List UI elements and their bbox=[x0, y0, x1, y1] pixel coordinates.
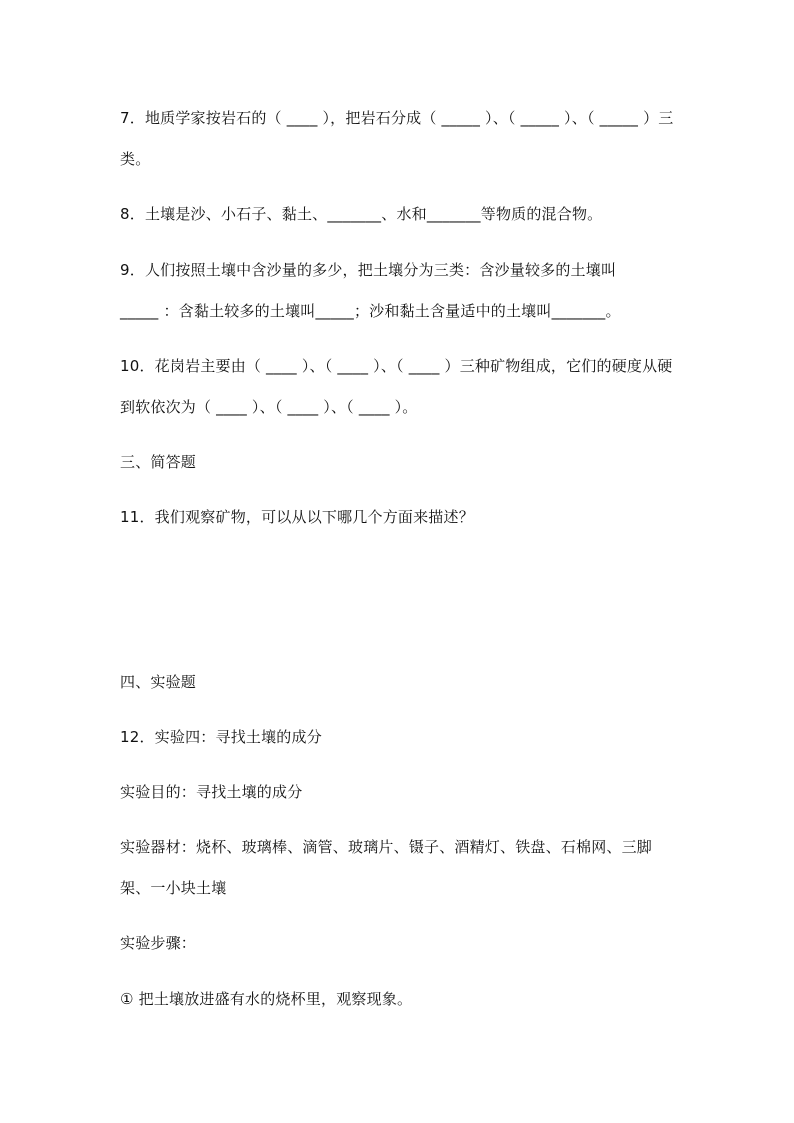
question-9-line-2: _____ ：含黏土较多的土壤叫_____；沙和黏土含量适中的土壤叫_______。 bbox=[120, 302, 621, 320]
experiment-materials-line-1: 实验器材：烧杯、玻璃棒、滴管、玻璃片、镊子、酒精灯、铁盘、石棉网、三脚 bbox=[120, 838, 653, 856]
question-7-line-1: 7．地质学家按岩石的（ ____ ），把岩石分成（ _____ ）、（ _____ ）、（ _____ ）三 bbox=[120, 109, 674, 127]
question-8: 8．土壤是沙、小石子、黏土、_______、水和_______等物质的混合物。 bbox=[120, 205, 603, 223]
question-11: 11．我们观察矿物，可以从以下哪几个方面来描述？ bbox=[120, 508, 474, 526]
question-10-line-1: 10．花岗岩主要由（ ____ ）、（ ____ ）、（ ____ ）三种矿物组成，它们的硬度从硬 bbox=[120, 357, 673, 375]
experiment-step-1: ① 把土壤放进盛有水的烧杯里，观察现象。 bbox=[120, 990, 413, 1008]
experiment-steps-label: 实验步骤： bbox=[120, 934, 197, 952]
section-heading-experiment: 四、实验题 bbox=[120, 673, 197, 691]
question-12-title: 12．实验四：寻找土壤的成分 bbox=[120, 728, 322, 746]
experiment-materials-line-2: 架、一小块土壤 bbox=[120, 879, 227, 897]
experiment-purpose: 实验目的：寻找土壤的成分 bbox=[120, 783, 303, 801]
question-10-line-2: 到软依次为（ ____ ）、（ ____ ）、（ ____ ）。 bbox=[120, 398, 418, 416]
question-7-line-2: 类。 bbox=[120, 150, 151, 168]
question-9-line-1: 9．人们按照土壤中含沙量的多少，把土壤分为三类：含沙量较多的土壤叫 bbox=[120, 261, 617, 279]
section-heading-short-answer: 三、简答题 bbox=[120, 453, 197, 471]
